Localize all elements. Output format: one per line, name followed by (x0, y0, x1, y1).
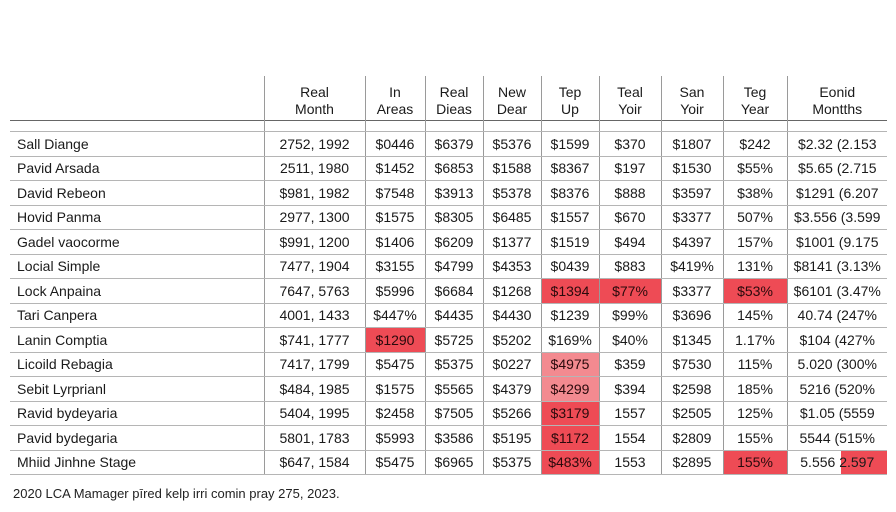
table-cell[interactable]: 131% (723, 254, 787, 279)
table-row[interactable] (10, 132, 887, 157)
table-cell[interactable]: $370 (599, 132, 661, 157)
table-cell[interactable]: $5378 (483, 181, 541, 206)
table-cell[interactable]: $1172 (541, 426, 599, 451)
table-cell[interactable]: $1268 (483, 279, 541, 304)
table-cell[interactable]: $2895 (661, 450, 723, 475)
table-cell[interactable]: $99% (599, 303, 661, 328)
table-cell[interactable]: $394 (599, 377, 661, 402)
table-row[interactable] (10, 279, 887, 304)
col-header-real-dieas[interactable]: Real Dieas (425, 76, 483, 121)
table-cell[interactable]: $5.65 (2.715 (787, 156, 887, 181)
table-cell[interactable]: 185% (723, 377, 787, 402)
table-cell[interactable]: $4379 (483, 377, 541, 402)
table-cell[interactable]: $484, 1985 (264, 377, 365, 402)
col-header-tep-up[interactable]: Tep Up (541, 76, 599, 121)
table-cell[interactable]: $5993 (365, 426, 425, 451)
table-cell[interactable]: 7647, 5763 (264, 279, 365, 304)
table-cell[interactable]: $5376 (483, 132, 541, 157)
table-row[interactable] (10, 156, 887, 181)
table-cell[interactable]: 115% (723, 352, 787, 377)
table-cell[interactable]: $647, 1584 (264, 450, 365, 475)
row-name-cell[interactable]: Tari Canpera (10, 303, 264, 328)
row-name-cell[interactable]: Ravid bydeyaria (10, 401, 264, 426)
header-row (10, 76, 887, 121)
table-cell[interactable]: $3377 (661, 205, 723, 230)
table-row[interactable] (10, 328, 887, 353)
row-name-cell[interactable]: Hovid Panma (10, 205, 264, 230)
table-cell[interactable]: $1530 (661, 156, 723, 181)
table-cell[interactable]: $981, 1982 (264, 181, 365, 206)
row-name-cell[interactable]: Mhiid Jinhne Stage (10, 450, 264, 475)
table-cell[interactable]: $6684 (425, 279, 483, 304)
table-cell[interactable]: 157% (723, 230, 787, 255)
table-cell[interactable]: $4435 (425, 303, 483, 328)
table-row[interactable] (10, 401, 887, 426)
table-cell[interactable]: $447% (365, 303, 425, 328)
table-cell[interactable]: $38% (723, 181, 787, 206)
table-cell[interactable]: $8376 (541, 181, 599, 206)
table-cell[interactable]: $5725 (425, 328, 483, 353)
table-cell[interactable]: $6485 (483, 205, 541, 230)
spacer-row (10, 121, 887, 132)
table-cell[interactable]: 155% (723, 450, 787, 475)
table-cell[interactable]: $77% (599, 279, 661, 304)
table-cell[interactable]: $1519 (541, 230, 599, 255)
table-cell[interactable]: $2505 (661, 401, 723, 426)
table-cell[interactable]: $6209 (425, 230, 483, 255)
col-header-name[interactable] (10, 76, 264, 121)
row-name-cell[interactable]: Lock Anpaina (10, 279, 264, 304)
table-cell[interactable]: $5375 (425, 352, 483, 377)
table-cell[interactable]: $7505 (425, 401, 483, 426)
table-cell[interactable]: $0227 (483, 352, 541, 377)
table-cell[interactable]: 5544 (515% (787, 426, 887, 451)
table-cell[interactable]: 5404, 1995 (264, 401, 365, 426)
table-cell[interactable]: 2511, 1980 (264, 156, 365, 181)
table-cell[interactable]: 4001, 1433 (264, 303, 365, 328)
table-cell[interactable]: $883 (599, 254, 661, 279)
table-cell[interactable]: $104 (427% (787, 328, 887, 353)
table-cell[interactable]: $5266 (483, 401, 541, 426)
table-cell[interactable]: $4975 (541, 352, 599, 377)
table-cell[interactable]: $55% (723, 156, 787, 181)
table-cell[interactable]: $8141 (3.13% (787, 254, 887, 279)
table-cell[interactable]: $6965 (425, 450, 483, 475)
table-cell[interactable]: $419% (661, 254, 723, 279)
table-row[interactable] (10, 254, 887, 279)
table-cell[interactable]: $40% (599, 328, 661, 353)
table-cell[interactable]: 1557 (599, 401, 661, 426)
table-cell[interactable]: 2977, 1300 (264, 205, 365, 230)
table-cell[interactable]: 7417, 1799 (264, 352, 365, 377)
table-row[interactable] (10, 377, 887, 402)
table-body (10, 121, 887, 475)
table-cell[interactable]: $6853 (425, 156, 483, 181)
row-name-cell[interactable]: Sall Diange (10, 132, 264, 157)
table-cell[interactable]: 1553 (599, 450, 661, 475)
table-cell[interactable]: $8305 (425, 205, 483, 230)
col-header-eonid-montths[interactable]: Eonid Montths (812, 84, 863, 117)
table-cell[interactable]: $1290 (365, 328, 425, 353)
table-cell[interactable]: $4299 (541, 377, 599, 402)
table-cell[interactable]: $4353 (483, 254, 541, 279)
table-row[interactable] (10, 426, 887, 451)
table-row[interactable] (10, 230, 887, 255)
table-cell[interactable]: $1575 (365, 377, 425, 402)
table-cell[interactable]: $3.556 (3.599 (787, 205, 887, 230)
table-cell[interactable]: $7548 (365, 181, 425, 206)
col-header-teal-yoir[interactable]: Teal Yoir (599, 76, 661, 121)
cell-text: 5.556 2.597 (800, 454, 875, 471)
table-cell[interactable]: $991, 1200 (264, 230, 365, 255)
table-cell[interactable]: $1406 (365, 230, 425, 255)
table-cell[interactable]: $197 (599, 156, 661, 181)
col-header-san-yoir[interactable]: San Yoir (661, 76, 723, 121)
table-cell[interactable]: $5565 (425, 377, 483, 402)
table-cell[interactable]: $1599 (541, 132, 599, 157)
table-cell[interactable]: 145% (723, 303, 787, 328)
table-cell[interactable]: $483% (541, 450, 599, 475)
table-cell[interactable]: $1394 (541, 279, 599, 304)
table-row[interactable] (10, 450, 887, 475)
table-cell[interactable]: $1807 (661, 132, 723, 157)
table-cell[interactable]: 5801, 1783 (264, 426, 365, 451)
table-row[interactable] (10, 303, 887, 328)
row-name-cell[interactable]: Sebit Lyrprianl (10, 377, 264, 402)
table-cell[interactable]: $3597 (661, 181, 723, 206)
table-cell[interactable]: 507% (723, 205, 787, 230)
table-cell[interactable]: 7477, 1904 (264, 254, 365, 279)
table-row[interactable] (10, 352, 887, 377)
table-cell[interactable]: $5202 (483, 328, 541, 353)
col-header-in-areas[interactable]: In Areas (365, 76, 425, 121)
row-name-cell[interactable]: Lanin Comptia (10, 328, 264, 353)
table-cell[interactable]: $1377 (483, 230, 541, 255)
table-cell[interactable]: $169% (541, 328, 599, 353)
table-cell[interactable]: 5.020 (300% (787, 352, 887, 377)
row-name-cell[interactable]: Pavid Arsada (10, 156, 264, 181)
row-name-cell[interactable]: Locial Simple (10, 254, 264, 279)
col-header-teg-year[interactable]: Teg Year (723, 76, 787, 121)
table-cell[interactable]: $888 (599, 181, 661, 206)
table-cell[interactable]: $3586 (425, 426, 483, 451)
table-cell[interactable]: $4430 (483, 303, 541, 328)
table-row[interactable] (10, 181, 887, 206)
footnote: 2020 LCA Mamager pīred kelp irri comin pray 275, 2023. (13, 486, 340, 501)
table-cell[interactable]: $3155 (365, 254, 425, 279)
table-cell[interactable]: $4397 (661, 230, 723, 255)
table-cell[interactable]: $1557 (541, 205, 599, 230)
table-cell[interactable]: $6101 (3.47% (787, 279, 887, 304)
row-name-cell[interactable]: David Rebeon (10, 181, 264, 206)
table-cell[interactable]: $1345 (661, 328, 723, 353)
table-cell[interactable]: $7530 (661, 352, 723, 377)
table-cell[interactable]: $1452 (365, 156, 425, 181)
table-cell[interactable]: $0446 (365, 132, 425, 157)
table-cell[interactable]: $1.05 (5559 (787, 401, 887, 426)
table-cell[interactable]: $3377 (661, 279, 723, 304)
table-cell[interactable]: $8367 (541, 156, 599, 181)
table-cell[interactable]: $1588 (483, 156, 541, 181)
table-cell[interactable]: $5195 (483, 426, 541, 451)
table-cell[interactable]: $741, 1777 (264, 328, 365, 353)
row-name-cell[interactable]: Pavid bydegaria (10, 426, 264, 451)
table-cell[interactable]: $2598 (661, 377, 723, 402)
table-cell[interactable]: $494 (599, 230, 661, 255)
table-row[interactable] (10, 205, 887, 230)
table-cell[interactable]: $53% (723, 279, 787, 304)
col-header-new-dear[interactable]: New Dear (483, 76, 541, 121)
table-cell[interactable] (787, 450, 887, 475)
table-cell[interactable]: 40.74 (247% (787, 303, 887, 328)
table-cell[interactable]: 5216 (520% (787, 377, 887, 402)
table-cell[interactable]: $5375 (483, 450, 541, 475)
table-cell[interactable]: 1.17% (723, 328, 787, 353)
table-cell[interactable]: $670 (599, 205, 661, 230)
table-cell[interactable]: 155% (723, 426, 787, 451)
col-header-real-month[interactable]: Real Month (264, 76, 365, 121)
table-cell[interactable]: 2752, 1992 (264, 132, 365, 157)
table-cell[interactable]: $242 (723, 132, 787, 157)
table-cell[interactable]: 125% (723, 401, 787, 426)
table-cell[interactable]: $1291 (6.207 (787, 181, 887, 206)
table-cell[interactable]: $5475 (365, 450, 425, 475)
table-cell[interactable]: $2.32 (2.153 (787, 132, 887, 157)
table-cell[interactable]: $3913 (425, 181, 483, 206)
table-cell[interactable]: $3696 (661, 303, 723, 328)
table-cell[interactable]: $359 (599, 352, 661, 377)
table-cell[interactable]: $0439 (541, 254, 599, 279)
table-cell[interactable]: $1001 (9.175 (787, 230, 887, 255)
table-cell[interactable]: $1239 (541, 303, 599, 328)
table-cell[interactable]: $5475 (365, 352, 425, 377)
data-table (10, 76, 887, 475)
row-name-cell[interactable]: Licoild Rebagia (10, 352, 264, 377)
row-name-cell[interactable]: Gadel vaocorme (10, 230, 264, 255)
table-cell[interactable]: $2458 (365, 401, 425, 426)
table-cell[interactable]: $2809 (661, 426, 723, 451)
table-cell[interactable]: $3179 (541, 401, 599, 426)
table-cell[interactable]: 1554 (599, 426, 661, 451)
table-cell[interactable]: $1575 (365, 205, 425, 230)
table-cell[interactable]: $4799 (425, 254, 483, 279)
table-cell[interactable]: $6379 (425, 132, 483, 157)
table-cell[interactable]: $5996 (365, 279, 425, 304)
